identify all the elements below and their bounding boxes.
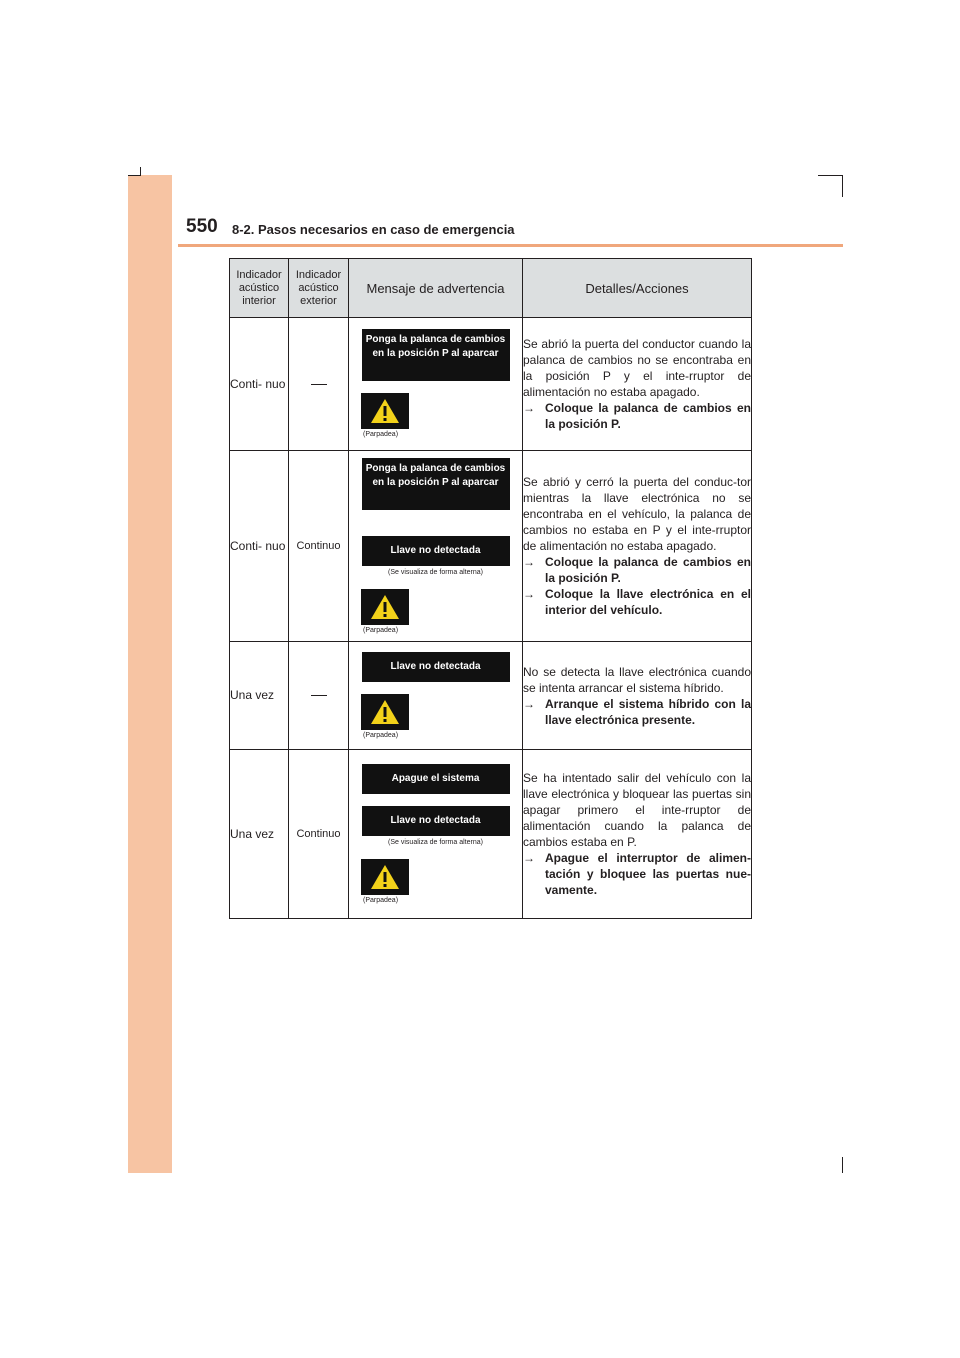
table-row xyxy=(230,750,752,919)
interior-buzzer-cell xyxy=(230,318,289,451)
action-item: → Coloque la palanca de cambios en la posición P. xyxy=(523,555,751,585)
details-description: Se ha intentado salir del vehículo con la llave electrónica y bloquear las puertas sin apagar primero el inte-rruptor de alimentación cuando la palanca de cambios estaba en P. xyxy=(523,771,751,849)
display-message: Ponga la palanca de cambios en la posición P al aparcar xyxy=(362,329,510,381)
header-details-actions: Detalles/Acciones xyxy=(523,259,752,318)
warning-triangle-icon xyxy=(370,594,400,620)
action-item: → Apague el interruptor de alimen-tación y bloquee las puertas nue-vamente. xyxy=(523,851,751,897)
section-title: 8-2. Pasos necesarios en caso de emergencia xyxy=(232,222,515,237)
crop-mark-bottom-right xyxy=(842,1157,843,1173)
interior-buzzer-cell xyxy=(230,451,289,642)
table-header-row xyxy=(230,259,752,318)
message-cell xyxy=(349,750,523,919)
arrow-icon: → xyxy=(523,587,535,601)
display-message: Llave no detectada xyxy=(362,536,510,566)
display-message: Llave no detectada xyxy=(362,652,510,682)
action-item: → Arranque el sistema híbrido con la llave electrónica presente. xyxy=(523,696,751,727)
crop-mark-top-right-h xyxy=(818,175,842,176)
display-message: Apague el sistema xyxy=(362,764,510,794)
alternate-note: (Se visualiza de forma alterna) xyxy=(388,838,483,846)
warning-table xyxy=(229,258,752,919)
message-cell xyxy=(349,451,523,642)
table-row xyxy=(230,318,752,451)
interior-buzzer-value: Una vez xyxy=(230,688,275,702)
interior-buzzer-cell xyxy=(230,750,289,919)
details-description: No se detecta la llave electrónica cuando se intenta arrancar el sistema híbrido. xyxy=(523,664,751,695)
details-description: Se abrió la puerta del conductor cuando la palanca de cambios no se encontraba en la posición P y el inte-rruptor de alimentación no estaba apagado. xyxy=(523,337,751,399)
arrow-icon: → xyxy=(523,401,535,415)
crop-mark-top-left xyxy=(140,167,141,176)
crop-mark-top-right xyxy=(842,175,843,197)
flash-note: (Parpadea) xyxy=(363,896,399,904)
details-description: Se abrió y cerró la puerta del conduc-tor mientras la llave electrónica no se encontraba en el vehículo, la palanca de cambios no estaba en P y el inte-rruptor de alimentación no estaba apagado. xyxy=(523,475,751,553)
arrow-icon: → xyxy=(523,851,535,865)
exterior-buzzer-cell xyxy=(289,451,349,642)
warning-triangle-icon xyxy=(370,864,400,890)
arrow-icon: → xyxy=(523,555,535,569)
flash-note: (Parpadea) xyxy=(363,626,399,634)
warning-light xyxy=(361,589,409,625)
interior-buzzer-cell xyxy=(230,642,289,750)
details-cell xyxy=(523,750,752,919)
display-message: Llave no detectada xyxy=(362,806,510,836)
action-item: → Coloque la palanca de cambios en la posición P. xyxy=(523,401,751,431)
interior-buzzer-value: Conti- nuo xyxy=(230,538,286,553)
details-cell xyxy=(523,451,752,642)
arrow-icon: → xyxy=(523,696,535,711)
details-cell xyxy=(523,318,752,451)
page-number: 550 xyxy=(186,216,218,237)
exterior-buzzer-value: Continuo xyxy=(296,828,341,840)
no-buzzer-dash xyxy=(311,384,327,385)
flash-note: (Parpadea) xyxy=(363,431,399,438)
header-rule xyxy=(178,244,843,247)
warning-light xyxy=(361,859,409,895)
display-message: Ponga la palanca de cambios en la posición P al aparcar xyxy=(362,458,510,510)
alternate-note: (Se visualiza de forma alterna) xyxy=(388,568,483,576)
crop-mark-top-left-h xyxy=(128,175,140,176)
message-cell xyxy=(349,642,523,750)
interior-buzzer-value: Conti- nuo xyxy=(230,376,286,391)
warning-light xyxy=(361,694,409,730)
flash-note: (Parpadea) xyxy=(363,731,399,739)
message-cell xyxy=(349,318,523,451)
table-row xyxy=(230,451,752,642)
interior-buzzer-value: Una vez xyxy=(230,826,275,841)
warning-triangle-icon xyxy=(370,398,400,424)
table-row xyxy=(230,642,752,750)
details-cell xyxy=(523,642,752,750)
header-exterior-buzzer: Indicador acústico exterior xyxy=(289,259,349,318)
chapter-side-tab xyxy=(128,175,172,1173)
no-buzzer-dash xyxy=(311,695,327,696)
exterior-buzzer-cell xyxy=(289,318,349,451)
exterior-buzzer-cell xyxy=(289,750,349,919)
header-interior-buzzer: Indicador acústico interior xyxy=(230,259,289,318)
exterior-buzzer-cell xyxy=(289,642,349,750)
warning-light xyxy=(361,393,409,429)
exterior-buzzer-value: Continuo xyxy=(296,540,341,552)
action-item: → Coloque la llave electrónica en el interior del vehículo. xyxy=(523,587,751,617)
header-warning-message: Mensaje de advertencia xyxy=(349,259,523,318)
warning-triangle-icon xyxy=(370,699,400,725)
